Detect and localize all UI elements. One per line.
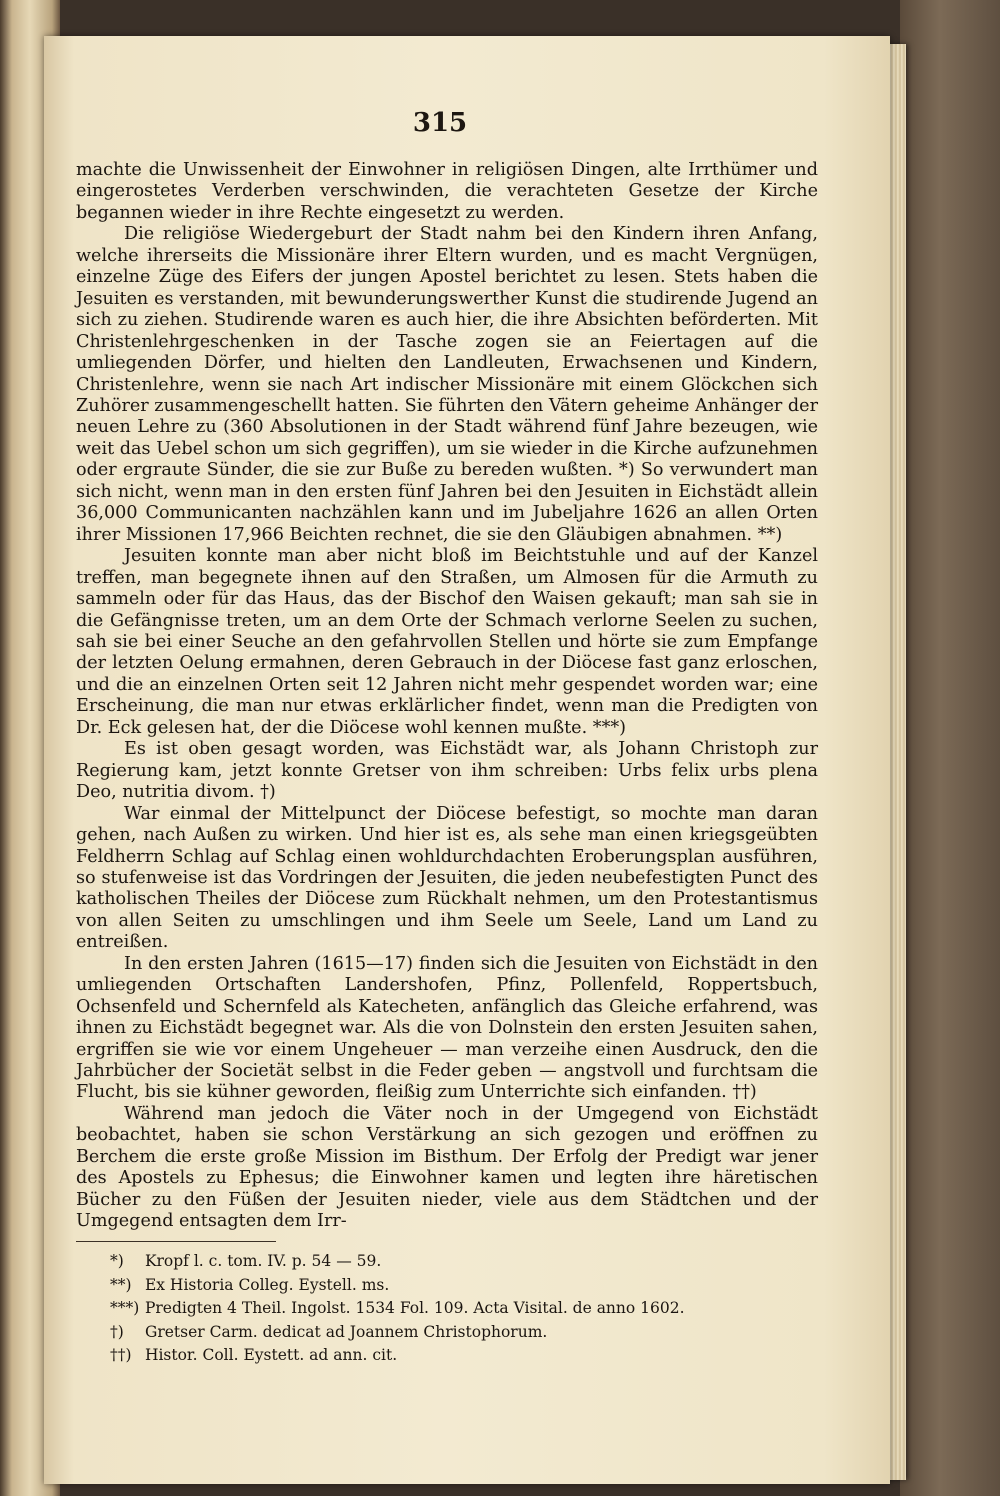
page-number: 315 [412,108,468,138]
footnote-text: Histor. Coll. Eystett. ad ann. cit. [144,1346,398,1365]
paragraph: War einmal der Mittelpunct der Diöcese befestigt, so mochte man daran gehen, nach Außen zu wirken. Und hier ist es, als sehe man einen kriegsgeübten Feldherrn Schlag auf Schlag einen wohldurchdachten Eroberungsplan ausführen, so stufenweise ist das Vordringen der Jesuiten, die jeden neubefestigten Punct des katholischen Theiles der Diöcese zum Rückhalt nehmen, um den Protestantismus von allen Seiten zu umschlingen und ihm Seele um Seele, Land um Land zu entreißen. [76,803,818,953]
paragraph: Während man jedoch die Väter noch in der Umgegend von Eichstädt beobachtet, haben sie schon Verstärkung an sich gezogen und eröffnen zu Berchem die erste große Mission im Bisthum. Der Erfolg der Predigt war jener des Apostels zu Ephesus; die Einwohner kamen und legten ihre häretischen Bücher zu den Füßen der Jesuiten nieder, viele aus dem Städtchen und der Umgegend entsagten dem Irr- [76,1103,818,1232]
paragraph: Jesuiten konnte man aber nicht bloß im Beichtstuhle und auf der Kanzel treffen, man begegnete ihnen auf den Straßen, um Almosen für die Armuth zu sammeln oder für das Haus, das der Bischof den Waisen gekauft; man sah sie in die Gefängnisse treten, um an dem Orte der Schmach verlorne Seelen zu suchen, sah sie bei einer Seuche an den gefahrvollen Stellen und hörte sie zum Empfange der letzten Oelung ermahnen, deren Gebrauch in der Diöcese fast ganz erloschen, und die an einzelnen Orten seit 12 Jahren nicht mehr gespendet worden war; eine Erscheinung, die man nur etwas erklärlicher findet, wenn man die Predigten von Dr. Eck gelesen hat, der die Diöcese wohl kennen mußte. ***) [76,546,818,738]
paragraph: Es ist oben gesagt worden, was Eichstädt war, als Johann Christoph zur Regierung kam, jetzt konnte Gretser von ihm schreiben: Urbs felix urbs plena Deo, nutritia divom. †) [76,739,818,803]
footnote [110,1297,830,1321]
footnote-mark: †) [110,1322,124,1341]
footnote-mark: ††) [110,1346,132,1365]
footnote [110,1274,830,1298]
footnote-divider [76,1241,276,1242]
book-cover-edge [900,0,1000,1496]
footnote-text: Ex Historia Colleg. Eystell. ms. [144,1275,390,1294]
paragraph: Die religiöse Wiedergeburt der Stadt nahm bei den Kindern ihren Anfang, welche ihrerseits die Missionäre ihrer Eltern wurden, und es macht Vergnügen, einzelne Züge des Eifers der jungen Apostel berichtet zu lesen. Stets haben die Jesuiten es verstanden, mit bewunderungswerther Kunst die studirende Jugend an sich zu ziehen. Studirende waren es auch hier, die ihre Absichten beförderten. Mit Christenlehrgeschenken in der Tasche zogen sie an Feiertagen auf die umliegenden Dörfer, und hielten den Landleuten, Erwachsenen und Kindern, Christenlehre, wenn sie nach Art indischer Missionäre mit einem Glöckchen sich Zuhörer zusammengeschellt hatten. Sie führten den Vätern geheime Anhänger der neuen Lehre zu (360 Absolutionen in der Stadt während fünf Jahre bezeugen, wie weit das Uebel schon um sich gegriffen), um sie wieder in die Kirche aufzunehmen oder ergraute Sünder, die sie zur Buße zu bereden wußten. *) So verwundert man sich nicht, wenn man in den ersten fünf Jahren bei den Jesuiten in Eichstädt allein 36,000 Communicanten nachzählen kann und im Jubeljahre 1626 an allen Orten ihrer Missionen 17,966 Beichten rechnet, die sie den Gläubigen abnahmen. **) [76,224,818,545]
footnote [110,1344,830,1368]
footnote [110,1321,830,1345]
footnote-mark: *) [110,1252,124,1270]
paragraph: In den ersten Jahren (1615—17) finden sich die Jesuiten von Eichstädt in den umliegenden Ortschaften Landershofen, Pfinz, Pollenfeld, Roppertsbuch, Ochsenfeld und Schernfeld als Katecheten, anfänglich das Gleiche erfahrend, was ihnen zu Eichstädt begegnet war. Als die von Dolnstein den ersten Jesuiten sahen, ergriffen sie wie vor einem Ungeheuer — man verzeihe einen Ausdruck, den die Jahrbücher der Societät selbst in die Feder geben — angstvoll und furchtsam die Flucht, bis sie kühner geworden, fleißig zum Unterrichte sich einfanden. ††) [76,953,818,1103]
footnote-mark: **) [110,1275,132,1294]
footnote-text: Kropf l. c. tom. IV. p. 54 — 59. [144,1252,382,1270]
footnote [110,1250,830,1274]
footnote-text: Gretser Carm. dedicat ad Joannem Christophorum. [144,1322,548,1341]
footnote-text: Predigten 4 Theil. Ingolst. 1534 Fol. 109. Acta Visital. de anno 1602. [144,1299,685,1318]
footnotes [110,1250,830,1368]
footnote-mark: ***) [110,1299,140,1318]
paragraph: machte die Unwissenheit der Einwohner in religiösen Dingen, alte Irrthümer und eingerostetes Verderben verschwinden, die verachteten Gesetze der Kirche begannen wieder in ihre Rechte eingesetzt zu werden. [76,160,818,223]
body-text [76,160,818,1233]
